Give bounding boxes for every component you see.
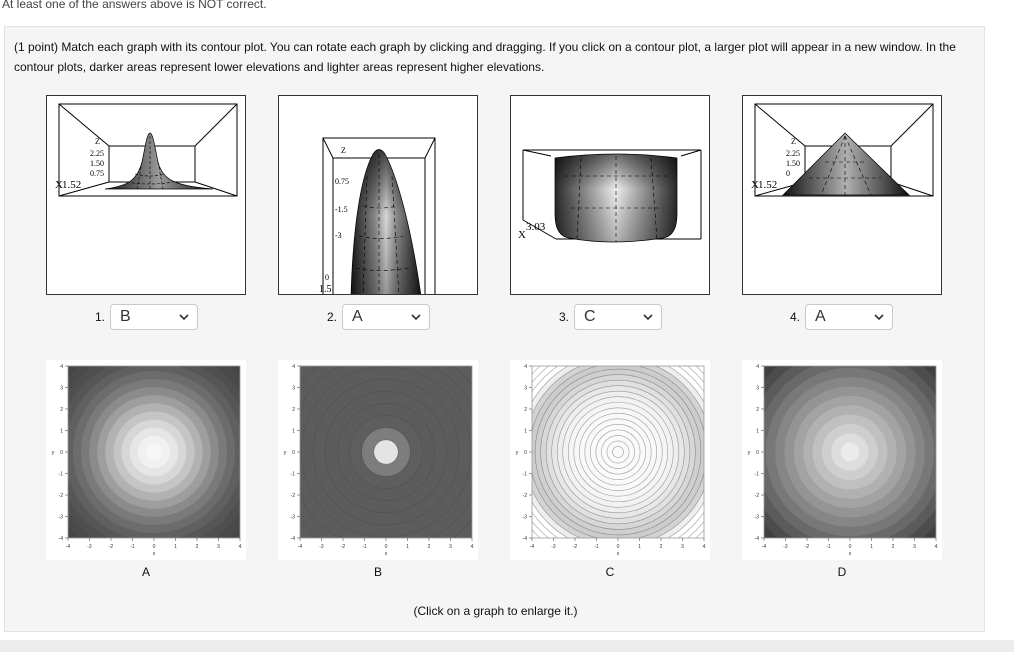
answer-number: 2.	[327, 310, 338, 324]
tick-label: 0.75	[335, 177, 349, 186]
tick-label: 1.50	[90, 159, 104, 168]
x-tick-label: -2	[108, 544, 114, 550]
contour-plot-b[interactable]	[278, 360, 478, 560]
y-tick-label: 2	[60, 407, 63, 413]
axis-label-x: X	[518, 229, 526, 241]
status-message: At least one of the answers above is NOT correct.	[2, 0, 267, 11]
x-tick-label: -1	[826, 544, 831, 550]
x-tick-label: -3	[783, 544, 788, 550]
x-tick-label: 0	[384, 544, 388, 550]
y-tick-label: 0	[524, 450, 527, 456]
y-tick-label: -3	[754, 514, 759, 521]
y-tick-label: 3	[524, 385, 527, 392]
contour-label: D	[837, 565, 847, 579]
x-axis-name: x	[384, 551, 388, 557]
enlarge-hint: (Click on a graph to enlarge it.)	[413, 604, 578, 618]
y-tick-label: -4	[754, 536, 759, 542]
contour-band	[612, 446, 623, 457]
y-tick-label: 1	[60, 428, 63, 435]
y-tick-label: -4	[522, 536, 527, 542]
x-axis-name: x	[152, 551, 156, 557]
x-tick-label: -3	[319, 544, 324, 550]
axis-label-y: 1.52	[62, 179, 82, 191]
x-tick-label: -3	[551, 544, 556, 550]
x-tick-label: -1	[594, 544, 599, 550]
x-tick-label: 1	[870, 544, 873, 550]
y-tick-label: -3	[290, 514, 295, 521]
x-tick-label: -3	[87, 544, 92, 550]
y-tick-label: 0	[756, 450, 759, 456]
x-tick-label: 2	[891, 544, 895, 550]
x-tick-label: 3	[217, 544, 220, 550]
answer-row-4	[790, 303, 893, 331]
answer-select-4[interactable]	[805, 304, 893, 330]
bottom-scroll-area	[0, 640, 1014, 652]
answer-select-value: A	[815, 308, 826, 325]
x-tick-label: 3	[449, 544, 452, 550]
x-tick-label: 4	[702, 544, 706, 550]
x-tick-label: -4	[529, 544, 535, 550]
answer-select-2[interactable]	[342, 304, 430, 330]
axis-label-x: X	[55, 179, 63, 191]
x-tick-label: -2	[572, 544, 578, 550]
x-axis-name: x	[616, 551, 620, 557]
graph-3[interactable]	[510, 95, 710, 295]
x-tick-label: 0	[152, 544, 156, 550]
answer-select-value: B	[120, 308, 131, 325]
x-tick-label: -1	[362, 544, 367, 550]
x-tick-label: 1	[174, 544, 177, 550]
axis-label-y: 3.03	[526, 221, 546, 233]
answer-number: 1.	[95, 310, 106, 324]
x-tick-label: 2	[195, 544, 199, 550]
x-tick-label: 0	[848, 544, 852, 550]
tick-label: -1.5	[335, 205, 348, 214]
answer-row-2	[327, 303, 430, 331]
contour-plot-a[interactable]	[46, 360, 246, 560]
y-tick-label: 2	[292, 407, 295, 413]
y-tick-label: 3	[60, 385, 63, 392]
answer-row-3	[559, 303, 662, 331]
x-tick-label: 1	[406, 544, 409, 550]
axis-label-y: 1.52	[758, 179, 778, 191]
chevron-down-icon	[179, 314, 189, 320]
problem-panel	[4, 26, 985, 632]
y-tick-label: 4	[60, 364, 63, 370]
tick-label: -3	[335, 231, 342, 240]
y-tick-label: 1	[524, 428, 527, 435]
y-tick-label: -1	[58, 471, 63, 478]
contour-label: C	[605, 565, 615, 579]
y-tick-label: -3	[522, 514, 527, 521]
tick-label: 2.25	[786, 149, 800, 158]
contour-band	[841, 443, 860, 462]
x-tick-label: 3	[913, 544, 916, 550]
answer-number: 4.	[790, 310, 801, 324]
graph-4[interactable]	[742, 95, 942, 295]
chevron-down-icon	[643, 314, 653, 320]
x-tick-label: -4	[65, 544, 71, 550]
x-tick-label: -4	[297, 544, 303, 550]
tick-label: 0.75	[90, 169, 104, 178]
x-tick-label: 0	[616, 544, 620, 550]
x-tick-label: 4	[934, 544, 938, 550]
y-tick-label: -1	[754, 471, 759, 478]
contour-plot-c[interactable]	[510, 360, 710, 560]
contour-fill	[742, 360, 942, 560]
contour-fill	[46, 360, 246, 560]
tick-label: 2.25	[90, 149, 104, 158]
graph-1[interactable]	[46, 95, 246, 295]
y-tick-label: 1	[756, 428, 759, 435]
y-tick-label: 4	[524, 364, 527, 370]
x-tick-label: -4	[761, 544, 767, 550]
y-axis-name: y	[51, 450, 55, 456]
contour-fill	[278, 360, 478, 560]
x-axis-name: x	[848, 551, 852, 557]
answer-number: 3.	[559, 310, 570, 324]
y-tick-label: -2	[290, 493, 295, 499]
tick-label: 0	[786, 169, 790, 178]
axis-label-x: X	[751, 179, 759, 191]
answer-select-value: A	[352, 308, 363, 325]
y-tick-label: -2	[58, 493, 63, 499]
y-tick-label: -3	[58, 514, 63, 521]
y-tick-label: 3	[756, 385, 759, 392]
x-tick-label: 1	[638, 544, 641, 550]
chevron-down-icon	[874, 314, 884, 320]
y-tick-label: 0	[292, 450, 295, 456]
axis-label-z: Z	[341, 146, 346, 155]
x-tick-label: -2	[804, 544, 810, 550]
contour-band	[146, 444, 162, 460]
y-tick-label: -2	[522, 493, 527, 499]
y-tick-label: -1	[522, 471, 527, 478]
contour-label: B	[373, 565, 382, 579]
y-axis-name: y	[515, 450, 519, 456]
tick-label: 1.50	[786, 159, 800, 168]
contour-band	[374, 440, 398, 464]
y-tick-label: -4	[290, 536, 295, 542]
y-tick-label: -2	[754, 493, 759, 499]
y-axis-name: y	[283, 450, 287, 456]
answer-select-value: C	[584, 308, 596, 325]
axis-label-z: Z	[95, 137, 100, 146]
y-tick-label: 3	[292, 385, 295, 392]
axis-label-z: Z	[791, 137, 796, 146]
chevron-down-icon	[411, 314, 421, 320]
x-tick-label: 4	[238, 544, 242, 550]
contour-plot-d[interactable]	[742, 360, 942, 560]
y-tick-label: 4	[756, 364, 759, 370]
x-tick-label: 2	[427, 544, 431, 550]
y-axis-name: y	[747, 450, 751, 456]
y-tick-label: 2	[524, 407, 527, 413]
tick-label: 1.5	[319, 284, 332, 295]
x-tick-label: -2	[340, 544, 346, 550]
y-tick-label: 4	[292, 364, 295, 370]
y-tick-label: 2	[756, 407, 759, 413]
answer-select-3[interactable]	[574, 304, 662, 330]
tick-label: 0	[325, 273, 329, 282]
answer-row-1	[95, 303, 198, 331]
graph-2[interactable]	[278, 95, 478, 295]
problem-text: (1 point) Match each graph with its contour plot. You can rotate each graph by clicking and dragging. If you click on a contour plot, a larger plot will appear in a new window. In the contour plots, darker areas represent lower elevations and lighter areas represent higher elevations.	[14, 40, 956, 74]
y-tick-label: 1	[292, 428, 295, 435]
y-tick-label: -4	[58, 536, 63, 542]
contour-label: A	[141, 565, 150, 579]
contour-fill	[510, 360, 710, 560]
y-tick-label: -1	[290, 471, 295, 478]
y-tick-label: 0	[60, 450, 63, 456]
x-tick-label: 3	[681, 544, 684, 550]
x-tick-label: -1	[130, 544, 135, 550]
answer-select-1[interactable]	[110, 304, 198, 330]
x-tick-label: 4	[470, 544, 474, 550]
x-tick-label: 2	[659, 544, 663, 550]
